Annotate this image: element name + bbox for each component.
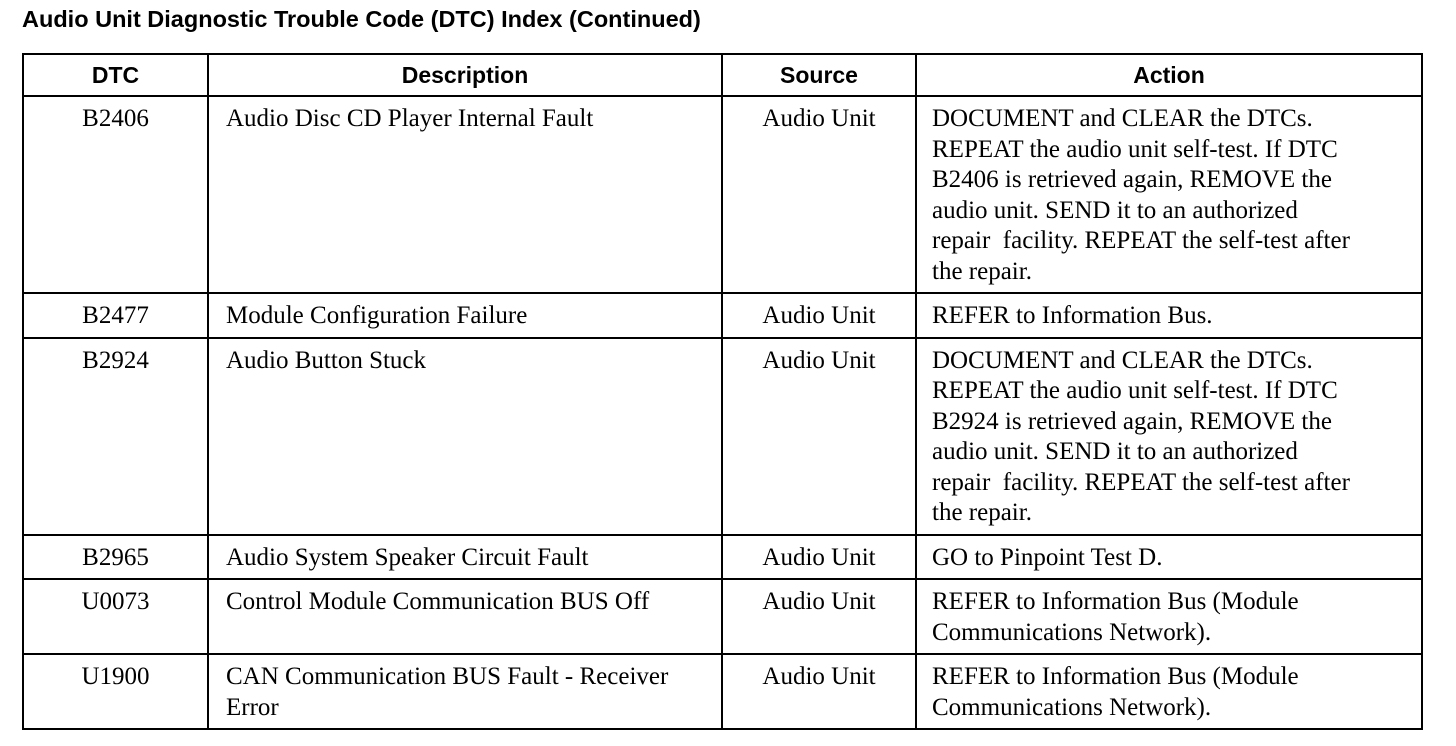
cell-source: Audio Unit <box>722 293 916 338</box>
cell-action <box>916 338 1422 535</box>
action-line: REFER to Information Bus. <box>932 302 1213 329</box>
cell-dtc: B2406 <box>23 96 208 293</box>
action-line: repair facility. REPEAT the self-test after <box>932 227 1350 254</box>
action-line: REPEAT the audio unit self-test. If DTC <box>932 377 1338 404</box>
header-description: Description <box>208 54 722 96</box>
action-line: audio unit. SEND it to an authorized <box>932 196 1298 224</box>
action-line: the repair. <box>932 499 1032 526</box>
cell-description: Control Module Communication BUS Off <box>208 579 722 654</box>
cell-dtc: B2924 <box>23 338 208 535</box>
action-line: B2406 is retrieved again, REMOVE the <box>932 166 1332 193</box>
cell-description: Audio System Speaker Circuit Fault <box>208 535 722 580</box>
action-line: DOCUMENT and CLEAR the DTCs. <box>932 105 1313 132</box>
dtc-index-table <box>22 53 1423 730</box>
action-line: Communications Network). <box>932 693 1212 721</box>
cell-action <box>916 579 1422 654</box>
action-line: REPEAT the audio unit self-test. If DTC <box>932 135 1338 163</box>
action-line: REFER to Information Bus (Module <box>932 663 1299 690</box>
cell-action <box>916 535 1422 580</box>
cell-dtc: U1900 <box>23 654 208 729</box>
page-title: Audio Unit Diagnostic Trouble Code (DTC) Index (Continued) <box>22 6 701 32</box>
table-header-row <box>23 54 1422 96</box>
table-row <box>23 96 1422 293</box>
table-row <box>23 579 1422 654</box>
cell-dtc: U0073 <box>23 579 208 654</box>
header-action: Action <box>916 54 1422 96</box>
action-line: B2924 is retrieved again, REMOVE the <box>932 407 1332 435</box>
header-source: Source <box>722 54 916 96</box>
cell-description: Audio Disc CD Player Internal Fault <box>208 96 722 293</box>
header-dtc: DTC <box>23 54 208 96</box>
cell-dtc: B2477 <box>23 293 208 338</box>
action-line: audio unit. SEND it to an authorized <box>932 438 1298 465</box>
table-row <box>23 338 1422 535</box>
cell-source: Audio Unit <box>722 338 916 535</box>
action-line: Communications Network). <box>932 618 1212 646</box>
action-line: REFER to Information Bus (Module <box>932 588 1299 615</box>
cell-dtc: B2965 <box>23 535 208 580</box>
action-line: the repair. <box>932 257 1032 285</box>
action-line: GO to Pinpoint Test D. <box>932 543 1163 571</box>
table-row <box>23 535 1422 580</box>
action-line: repair facility. REPEAT the self-test after <box>932 468 1350 496</box>
cell-action <box>916 293 1422 338</box>
cell-description: CAN Communication BUS Fault - Receiver Error <box>208 654 722 729</box>
table-row <box>23 293 1422 338</box>
cell-source: Audio Unit <box>722 96 916 293</box>
cell-source: Audio Unit <box>722 654 916 729</box>
action-line: DOCUMENT and CLEAR the DTCs. <box>932 346 1313 374</box>
cell-source: Audio Unit <box>722 579 916 654</box>
cell-description: Module Configuration Failure <box>208 293 722 338</box>
cell-description: Audio Button Stuck <box>208 338 722 535</box>
cell-source: Audio Unit <box>722 535 916 580</box>
table-row <box>23 654 1422 729</box>
cell-action <box>916 654 1422 729</box>
cell-action <box>916 96 1422 293</box>
